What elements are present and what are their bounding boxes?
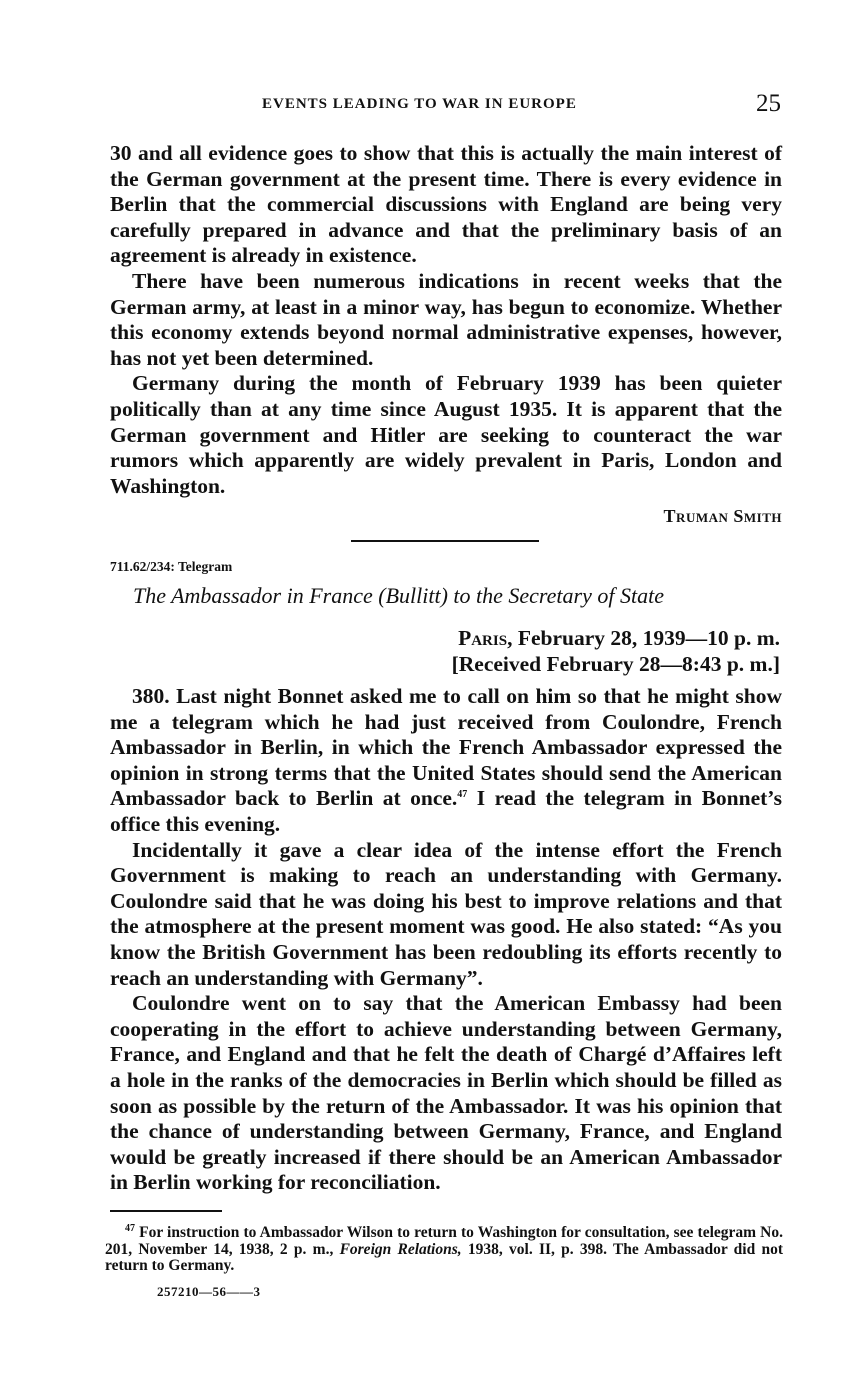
running-head: EVENTS LEADING TO WAR IN EUROPE: [262, 96, 577, 112]
page-number: 25: [756, 90, 781, 117]
dateline: [360, 626, 780, 651]
section-divider: [351, 540, 539, 542]
filing-number: 711.62/234: Telegram: [110, 559, 233, 574]
footnote-text-end: 1938, vol. II, p. 398. The Ambassador did not return to Germany.: [105, 1240, 783, 1274]
signature: Truman Smith: [663, 506, 782, 526]
dateline-place: Paris: [458, 626, 508, 650]
document-one-body: [110, 141, 782, 499]
paragraph: There have been numerous indications in recent weeks that the German army, at least in a minor way, has begun to economize. Whether this economy extends beyond normal administrative expenses, however, has not yet been determined.: [110, 268, 782, 370]
footnote-reference: 47: [457, 789, 468, 801]
paragraph: [110, 684, 782, 838]
footnote-text: [105, 1222, 783, 1275]
footnote-divider: [110, 1210, 222, 1212]
document-two-body: [110, 684, 782, 1196]
paragraph: Coulondre went on to say that the American Embassy had been cooperating in the effort to achieve understanding between Germany, France, and England and that he felt the death of Chargé d’Affaires left a hole in the ranks of the democracies in Berlin which should be filled as soon as possible by the return of the Ambassador. It was his opinion that the chance of understanding between Germany, France, and England would be greatly increased if there should be an American Ambassador in Berlin working for reconciliation.: [110, 991, 782, 1195]
received-line: [Received February 28—8:43 p. m.]: [451, 652, 780, 676]
footnote-title: Foreign Relations,: [339, 1240, 462, 1258]
paragraph: Germany during the month of February 1939 has been quieter politically than at any time since August 1935. It is apparent that the German government and Hitler are seeking to counteract the war rumors which apparently are widely prevalent in Paris, London and Washington.: [110, 371, 782, 498]
document-heading: The Ambassador in France (Bullitt) to the Secretary of State: [133, 583, 664, 608]
footnote-text-start: For instruction to Ambassador Wilson to return to Washington for consultation, see telegram No. 201, November 14, 1938, 2 p. m.,: [105, 1224, 783, 1258]
footnote-number: 47: [125, 1222, 135, 1234]
paragraph-text: I read the telegram in Bonnet’s office this evening.: [110, 786, 783, 836]
dateline-date: , February 28, 1939—10 p. m.: [507, 626, 780, 650]
footnote: [105, 1222, 783, 1275]
printer-mark: 257210—56——3: [157, 1284, 261, 1299]
paragraph-text: 380. Last night Bonnet asked me to call on him so that he might show me a telegram which he had just received from Coulondre, French Ambassador in Berlin, in which the French Ambassador expressed the opinion in strong terms that the United States should send the American Ambassador back to Berlin at once.: [110, 684, 782, 811]
paragraph: Incidentally it gave a clear idea of the intense effort the French Government is making to reach an understanding with Germany. Coulondre said that he was doing his best to improve relations and that the atmosphere at the present moment was good. He also stated: “As you know the British Government has been redoubling its efforts recently to reach an understanding with Germany”.: [110, 837, 782, 990]
paragraph: 30 and all evidence goes to show that this is actually the main interest of the German government at the present time. There is every evidence in Berlin that the commercial discussions with England are being very carefully prepared in advance and that the preliminary basis of an agreement is already in existence.: [110, 141, 782, 268]
